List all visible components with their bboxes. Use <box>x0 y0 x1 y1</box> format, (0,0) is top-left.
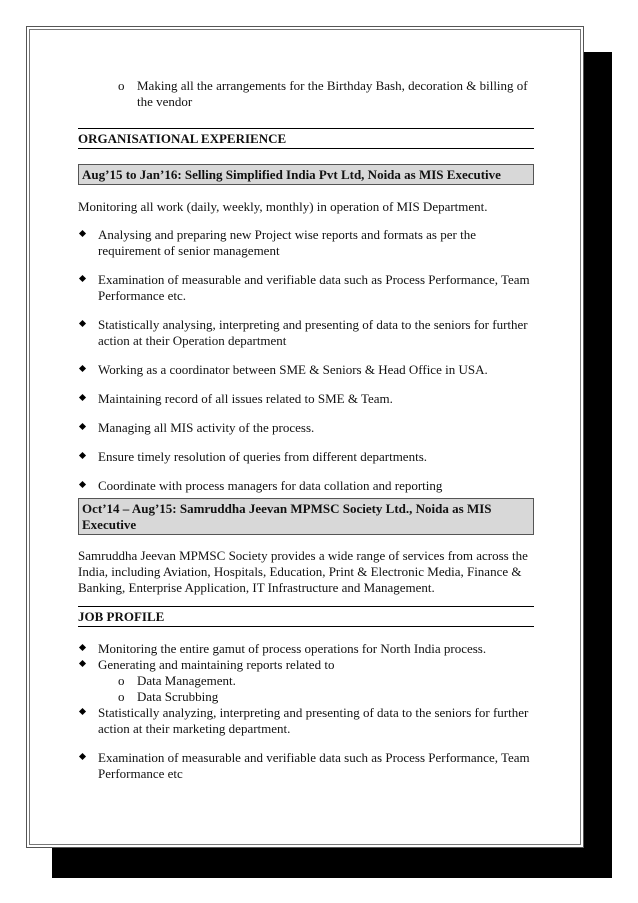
intro-sub-text-line2: the vendor <box>137 94 193 109</box>
circle-bullet-icon: o <box>118 673 125 688</box>
list-item <box>78 750 534 782</box>
diamond-bullet-icon <box>79 320 86 327</box>
document-page <box>26 26 584 848</box>
job-profile-heading: JOB PROFILE <box>78 606 534 627</box>
list-item-text: Statistically analyzing, interpreting and presenting of data to the seniors for further action at their marketing department. <box>98 705 529 736</box>
list-item <box>78 478 534 494</box>
job2-summary: Samruddha Jeevan MPMSC Society provides a wide range of services from across the India, including Aviation, Hospitals, Education, Print & Electronic Media, Finance & Banking, Enterprise Application, IT Infrastructure and Management. <box>78 548 528 595</box>
job1-summary: Monitoring all work (daily, weekly, monthly) in operation of MIS Department. <box>78 199 488 214</box>
list-item-text: Managing all MIS activity of the process. <box>98 420 315 435</box>
list-item-text: Working as a coordinator between SME & Seniors & Head Office in USA. <box>98 362 488 377</box>
sub-item-data-management <box>78 673 534 689</box>
intro-sub-text-line1: Making all the arrangements for the Birthday Bash, decoration & billing of <box>137 78 528 93</box>
circle-bullet-icon: o <box>118 689 125 704</box>
diamond-bullet-icon <box>79 660 86 667</box>
list-item <box>78 449 534 465</box>
list-item <box>78 705 534 737</box>
resume-content <box>78 78 534 795</box>
list-item-text: Analysing and preparing new Project wise reports and formats as per the requirement of senior management <box>98 227 476 258</box>
list-item <box>78 317 534 349</box>
list-item-text: Maintaining record of all issues related to SME & Team. <box>98 391 393 406</box>
list-item <box>78 227 534 259</box>
sub-item-data-scrubbing <box>78 689 534 705</box>
sub-item-text: Data Scrubbing <box>137 689 219 704</box>
job2-title-box: Oct’14 – Aug’15: Samruddha Jeevan MPMSC Society Ltd., Noida as MIS Executive <box>78 498 534 535</box>
list-item <box>78 362 534 378</box>
sub-item-text: Data Management. <box>137 673 236 688</box>
list-item <box>78 657 534 673</box>
circle-bullet-icon: o <box>118 78 125 93</box>
list-item-text: Coordinate with process managers for data collation and reporting <box>98 478 443 493</box>
diamond-bullet-icon <box>79 644 86 651</box>
organisational-experience-heading: ORGANISATIONAL EXPERIENCE <box>78 128 534 149</box>
list-item <box>78 272 534 304</box>
job-profile-list <box>78 641 534 673</box>
list-item-text: Examination of measurable and verifiable data such as Process Performance, Team Performance etc. <box>98 272 530 303</box>
list-item <box>78 420 534 436</box>
diamond-bullet-icon <box>79 452 86 459</box>
list-item <box>78 641 534 657</box>
list-item-text: Generating and maintaining reports related to <box>98 657 335 672</box>
job-profile-list-continued <box>78 705 534 782</box>
diamond-bullet-icon <box>79 365 86 372</box>
list-item-text: Examination of measurable and verifiable data such as Process Performance, Team Performance etc <box>98 750 530 781</box>
job1-responsibilities-list <box>78 227 534 494</box>
diamond-bullet-icon <box>79 708 86 715</box>
list-item-text: Ensure timely resolution of queries from different departments. <box>98 449 427 464</box>
diamond-bullet-icon <box>79 230 86 237</box>
intro-sub-item <box>78 78 534 110</box>
diamond-bullet-icon <box>79 753 86 760</box>
diamond-bullet-icon <box>79 394 86 401</box>
list-item <box>78 391 534 407</box>
diamond-bullet-icon <box>79 275 86 282</box>
list-item-text: Statistically analysing, interpreting and presenting of data to the seniors for further action at their Operation department <box>98 317 528 348</box>
diamond-bullet-icon <box>79 481 86 488</box>
diamond-bullet-icon <box>79 423 86 430</box>
job1-title-box: Aug’15 to Jan’16: Selling Simplified India Pvt Ltd, Noida as MIS Executive <box>78 164 534 185</box>
list-item-text: Monitoring the entire gamut of process operations for North India process. <box>98 641 487 656</box>
